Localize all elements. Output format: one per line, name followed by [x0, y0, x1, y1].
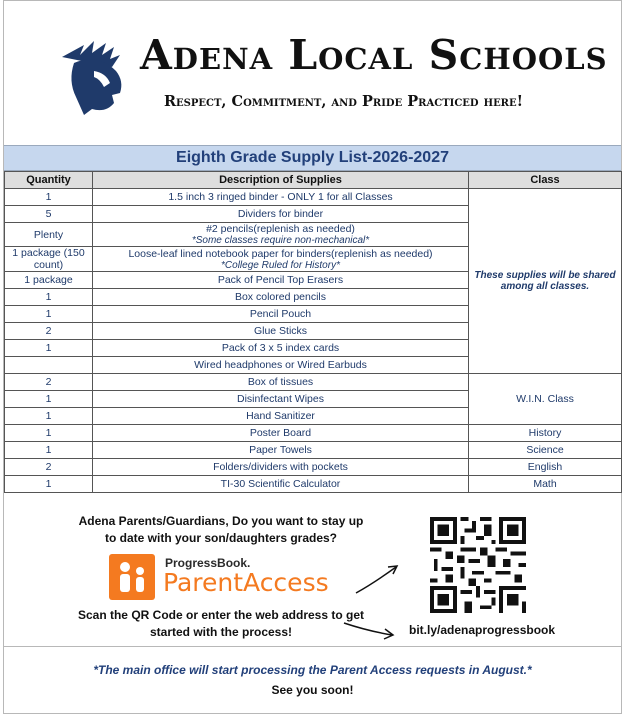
description-cell: Dividers for binder [93, 206, 469, 223]
parent-question: Adena Parents/Guardians, Do you want to stay up to date with your son/daughters grades? [78, 514, 364, 545]
description-cell: Box of tissues [93, 374, 469, 391]
brand-progressbook: ProgressBook. [165, 556, 251, 570]
scan-instructions: Scan the QR Code or enter the web address to get started with the process! [77, 608, 365, 639]
description-cell: Poster Board [93, 425, 469, 442]
column-header-class: Class [469, 172, 622, 189]
description-cell [93, 247, 469, 272]
progressbook-link[interactable]: bit.ly/adenaprogressbook [409, 623, 556, 637]
table-row [5, 459, 622, 476]
description-cell: Paper Towels [93, 442, 469, 459]
warrior-logo-icon [54, 37, 136, 119]
quantity-cell [5, 357, 93, 374]
description-cell: Glue Sticks [93, 323, 469, 340]
quantity-cell: 1 [5, 189, 93, 206]
description-cell: Pack of Pencil Top Erasers [93, 272, 469, 289]
quantity-cell: 1 package [5, 272, 93, 289]
quantity-cell: 1 [5, 442, 93, 459]
school-motto: Respect, Commitment, and Pride Practiced here! [164, 93, 523, 110]
arrow-right-icon [342, 617, 398, 641]
column-header-description: Description of Supplies [93, 172, 469, 189]
description-cell: Pack of 3 x 5 index cards [93, 340, 469, 357]
description-cell: Box colored pencils [93, 289, 469, 306]
table-row [5, 189, 622, 206]
quantity-cell: Plenty [5, 223, 93, 247]
footer-notice: *The main office will start processing the Parent Access requests in August.* [93, 663, 532, 677]
supply-table [4, 171, 622, 493]
description-note: *Some classes require non-mechanical* [191, 235, 370, 246]
table-header-row [5, 172, 622, 189]
description-cell: Pencil Pouch [93, 306, 469, 323]
quantity-cell: 2 [5, 459, 93, 476]
description-cell: TI-30 Scientific Calculator [93, 476, 469, 493]
column-header-quantity: Quantity [5, 172, 93, 189]
description-note: *College Ruled for History* [221, 259, 340, 271]
description-cell: 1.5 inch 3 ringed binder - ONLY 1 for all Classes [93, 189, 469, 206]
quantity-cell: 1 [5, 306, 93, 323]
arrow-up-right-icon [352, 561, 402, 597]
description-cell: Folders/dividers with pockets [93, 459, 469, 476]
description-cell: Hand Sanitizer [93, 408, 469, 425]
class-cell-science: Science [469, 442, 622, 459]
quantity-cell: 1 package (150 count) [5, 247, 93, 272]
parent-access-logo [109, 554, 329, 600]
table-row [5, 374, 622, 391]
supply-list-document [3, 0, 622, 714]
class-cell-history: History [469, 425, 622, 442]
description-text: Loose-leaf lined notebook paper for binders(replenish as needed) [128, 247, 433, 260]
qr-code-icon[interactable] [430, 517, 526, 613]
footer [4, 646, 621, 715]
quantity-cell: 2 [5, 374, 93, 391]
page-title: Eighth Grade Supply List-2026-2027 [4, 145, 621, 171]
description-text: #2 pencils(replenish as needed) [206, 223, 355, 235]
class-cell-math: Math [469, 476, 622, 493]
class-cell-shared: These supplies will be shared among all classes. [469, 189, 622, 374]
quantity-cell: 2 [5, 323, 93, 340]
quantity-cell: 1 [5, 391, 93, 408]
quantity-cell: 1 [5, 289, 93, 306]
header [4, 1, 621, 143]
class-cell-win: W.I.N. Class [469, 374, 622, 425]
table-row [5, 442, 622, 459]
quantity-cell: 1 [5, 408, 93, 425]
quantity-cell: 5 [5, 206, 93, 223]
description-cell [93, 223, 469, 247]
brand-parentaccess: ParentAccess [163, 568, 329, 597]
description-cell: Disinfectant Wipes [93, 391, 469, 408]
table-row [5, 476, 622, 493]
family-icon [109, 554, 155, 600]
school-name: Adena Local Schools [140, 31, 608, 79]
quantity-cell: 1 [5, 476, 93, 493]
quantity-cell: 1 [5, 425, 93, 442]
footer-signoff: See you soon! [271, 683, 354, 697]
table-row [5, 425, 622, 442]
quantity-cell: 1 [5, 340, 93, 357]
parent-access-section [4, 509, 621, 647]
class-cell-english: English [469, 459, 622, 476]
description-cell: Wired headphones or Wired Earbuds [93, 357, 469, 374]
